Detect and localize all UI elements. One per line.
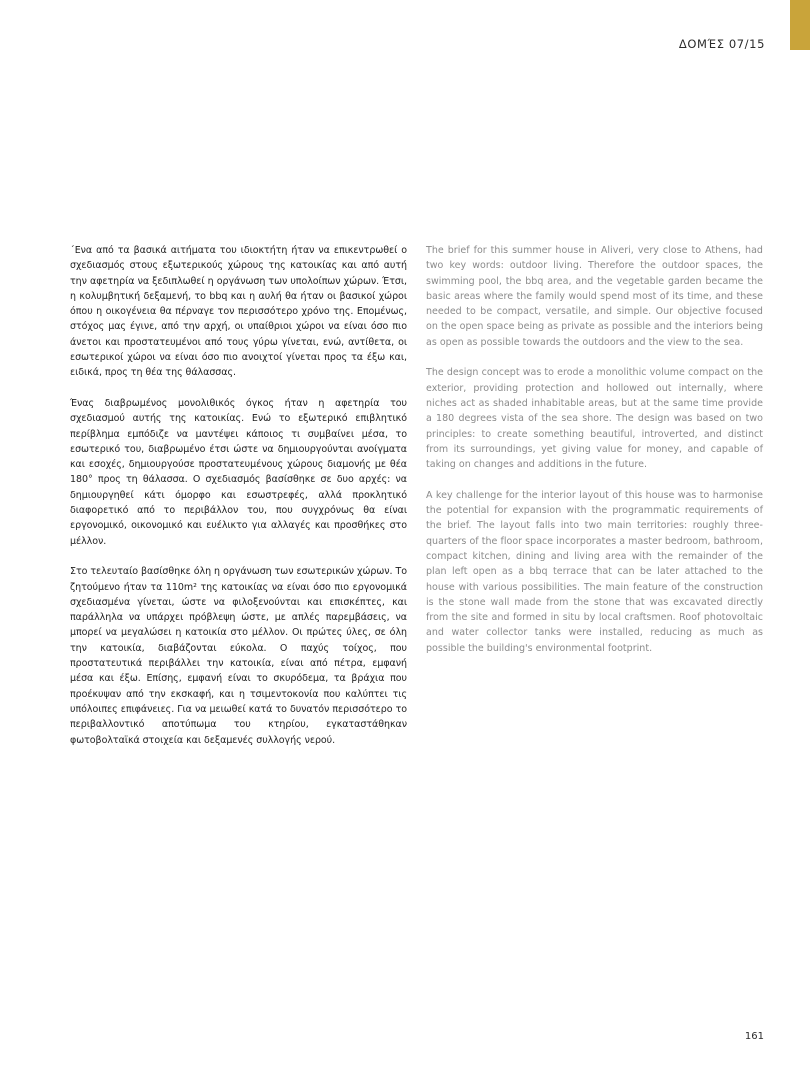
greek-paragraph-2: Ένας διαβρωμένος μονολιθικός όγκος ήταν η αφετηρία του σχεδιασμού αυτής της κατοικίας. Ενώ το εξωτερικό επιβλητικό περίβλημα εμπόδιζε να μαντέψει κάποιος τι συμβαίνει μέσα, το εσωτερικό του, διαβρωμένο έτσι ώστε να δημιουργούνται ανοίγματα και εσοχές, δημιουργούσε προστατευμένους χώρους διαμονής με θέα 180° προς τη θάλασσα. Ο σχεδιασμός βασίσθηκε σε δυο αρχές: να δημιουργηθεί κάτι όμορφο και εσωστρεφές, αλλά προκλητικό διαφορετικό από το περιβάλλον του, που συγχρόνως θα είναι εργονομικό, οικονομικό και ευέλικτο για αλλαγές και προσθήκες στο μέλλον.: [70, 397, 407, 547]
greek-text-column: [70, 243, 407, 763]
greek-paragraph-1: ΄Ενα από τα βασικά αιτήματα του ιδιοκτήτη ήταν να επικεντρωθεί ο σχεδιασμός στους εξωτερικούς χώρους της κατοικίας και από αυτή την αφετηρία να ξεδιπλωθεί η οργάνωση των υπολοίπων χώρων. Έτσι, η κολυμβητική δεξαμενή, το bbq και η αυλή θα ήταν οι βασικοί χώροι όπου η οικογένεια θα πέρναγε τον περισσότερο χρόνο της. Επομένως, στόχος μας έγινε, από την αρχή, οι υπαίθριοι χώροι να είναι όσο πιο άνετοι και προστατευμένοι από τους γύρω γίνεται, ενώ, αντίθετα, οι εσωτερικοί χώροι να είναι όσο πιο ανοιχτοί γίνεται προς τα έξω και, ειδικά, προς τη θέα της θάλασσας.: [70, 245, 407, 379]
english-paragraph-1: The brief for this summer house in Aliveri, very close to Athens, had two key words: outdoor living. Therefore the outdoor spaces, the swimming pool, the bbq area, and the vegetable garden became the basic areas where the family would spend most of its time, and these needed to be compact, versatile, and simple. Our objective focused on the open space being as private as possible and the interiors being as open as possible towards the outdoors and the view to the sea.: [426, 245, 763, 348]
section-tab: [790, 0, 810, 50]
running-head: ΔΟΜΈΣ 07/15: [678, 37, 765, 51]
english-paragraph-2: The design concept was to erode a monolithic volume compact on the exterior, providing protection and hollowed out internally, where niches act as shaded inhabitable areas, but at the same time provide a 180 degrees vista of the sea shore. The design was based on two principles: to create something beautiful, introverted, and distinct from its surroundings, yet giving value for money, and capable of taking on changes and additions in the future.: [426, 367, 763, 471]
english-text-column: [426, 243, 763, 671]
greek-paragraph-3: Στο τελευταίο βασίσθηκε όλη η οργάνωση των εσωτερικών χώρων. Το ζητούμενο ήταν τα 110m² της κατοικίας να είναι όσο πιο εργονομικά σχεδιασμένα γίνεται, ώστε να φιλοξενούνται και επισκέπτες, και παράλληλα να υπάρχει πρόβλεψη ώστε, με απλές παρεμβάσεις, να μπορεί να μεγαλώσει η κατοικία στο μέλλον. Οι πρώτες ύλες, σε όλη την κατοικία, διαβάζονται εύκολα. Ο παχύς τοίχος, που προστατευτικά περιβάλλει την κατοικία, είναι από πέτρα, εμφανή μέσα και έξω. Επίσης, εμφανή είναι το σκυρόδεμα, τα βράχια που προέκυψαν από την εκσκαφή, και η τσιμεντοκονία που καλύπτει τις υπόλοιπες επιφάνειες. Για να μειωθεί κατά το δυνατόν περισσότερο το περιβαλλοντικό αποτύπωμα του κτηρίου, εγκαταστάθηκαν φωτοβολταϊκά στοιχεία και δεξαμενές συλλογής νερού.: [70, 566, 407, 746]
english-paragraph-3: A key challenge for the interior layout of this house was to harmonise the potential for expansion with the programmatic requirements of the brief. The layout falls into two main territories: roughly three-quarters of the floor space incorporates a master bedroom, bathroom, compact kitchen, dining and living area with the remainder of the plan left open as a bbq terrace that can be later attached to the house with various possibilities. The main feature of the construction is the stone wall made from the stone that was excavated directly from the site and formed in situ by local craftsmen. Roof photovoltaic and water collector tanks were installed, reducing as much as possible the building's environmental footprint.: [426, 489, 763, 654]
page-number: 161: [744, 1031, 764, 1042]
